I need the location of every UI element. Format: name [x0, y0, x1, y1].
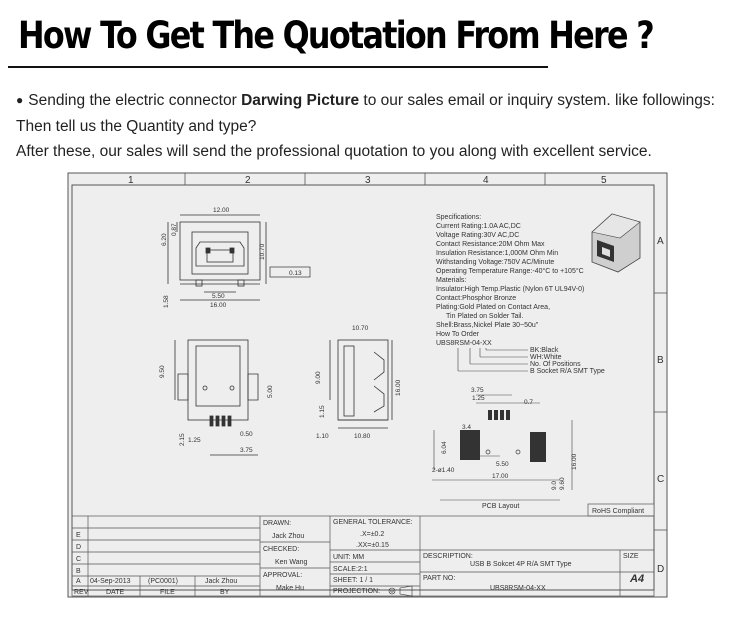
- dim-label: 3.75: [240, 447, 253, 454]
- dim-label: 2.15: [179, 433, 186, 446]
- spec-line: UBS8RSM-04-XX: [436, 340, 492, 347]
- dim-label: 16.00: [571, 453, 578, 470]
- file-header: FILE: [160, 589, 175, 596]
- dim-label: 5.00: [267, 385, 274, 398]
- intro-line-3: After these, our sales will send the professional quotation to you along with excellent service.: [16, 143, 652, 160]
- sheet: SHEET: 1 / 1: [333, 577, 374, 584]
- row-label: C: [657, 474, 665, 485]
- dim-label: 12.00: [213, 207, 230, 214]
- description-label: DESCRIPTION:: [423, 553, 473, 560]
- dim-label: 0.13: [289, 270, 302, 277]
- dim-label: 1.25: [472, 395, 485, 402]
- dim-label: 2-ø1.40: [432, 467, 455, 474]
- scale: SCALE:2:1: [333, 566, 368, 573]
- part-label: PART NO:: [423, 575, 456, 582]
- checked-label: CHECKED:: [263, 546, 300, 553]
- dim-label: 10.70: [352, 325, 369, 332]
- tolerance-label: GENERAL TOLERANCE:: [333, 519, 413, 526]
- part-value: UBS8RSM-04-XX: [490, 585, 546, 592]
- rev-row: C: [76, 556, 82, 563]
- rev-row: B: [76, 568, 81, 575]
- intro-line-1-pre: Sending the electric connector: [28, 92, 237, 109]
- projection-label: PROJECTION:: [333, 588, 381, 595]
- col-label: 1: [128, 175, 134, 186]
- size-value: A4: [630, 573, 645, 585]
- intro-highlight: Darwing Picture: [241, 92, 360, 109]
- bullet-icon: ●: [16, 93, 24, 107]
- description-value: USB B Sokcet 4P R/A SMT Type: [470, 561, 572, 568]
- checked-value: Ken Wang: [275, 559, 308, 566]
- tolerance-1: .X=±0.2: [360, 531, 385, 538]
- pcb-layout-label: PCB Layout: [482, 503, 520, 510]
- spec-line: Specifications:: [436, 214, 482, 221]
- col-label: 2: [245, 175, 251, 186]
- rev-row: A: [76, 578, 81, 585]
- col-label: 4: [483, 175, 489, 186]
- rev-row: E: [76, 532, 81, 539]
- unit: UNIT: MM: [333, 554, 365, 561]
- col-label: 3: [365, 175, 371, 186]
- dim-label: 1.15: [319, 405, 326, 418]
- row-label: D: [657, 564, 665, 575]
- rev-a-by: Jack Zhou: [205, 578, 238, 585]
- dim-label: 3.75: [471, 387, 484, 394]
- dim-label: 16.00: [395, 379, 402, 396]
- rohs-label: RoHS Compliant: [592, 508, 645, 515]
- size-label: SIZE: [623, 553, 639, 560]
- intro-line-2: Then tell us the Quantity and type?: [16, 118, 257, 135]
- row-label: B: [657, 355, 664, 366]
- page-title: How To Get The Quotation From Here ?: [18, 14, 653, 57]
- dim-label: 9.00: [315, 371, 322, 384]
- intro-line-1-post: to our sales email or inquiry system. like followings:: [363, 92, 715, 109]
- by-header: BY: [220, 589, 230, 596]
- rev-a-file: (PC0001): [148, 578, 178, 585]
- spec-line: Materials:: [436, 277, 467, 284]
- tolerance-2: .XX=±0.15: [356, 542, 389, 549]
- dim-label: 9.0: [551, 480, 558, 490]
- approval-value: Make Hu: [276, 585, 305, 592]
- dim-label: 3.4: [462, 424, 472, 431]
- order-code: No. Of Positions: [530, 361, 581, 368]
- spec-line: Withstanding Voltage:750V AC/Minute: [436, 259, 555, 266]
- dim-label: 1.58: [163, 295, 170, 308]
- row-label: A: [657, 236, 664, 247]
- spec-line: Insulation Resistance:1,000M Ohm Min: [436, 250, 559, 257]
- dim-label: 6.04: [441, 441, 448, 454]
- dim-label: 10.80: [354, 433, 371, 440]
- spec-line: Current Rating:1.0A AC,DC: [436, 223, 521, 230]
- spec-line: How To Order: [436, 331, 480, 338]
- dim-label: 9.60: [559, 477, 566, 490]
- dim-label: 10.70: [259, 243, 266, 260]
- approval-label: APPROVAL:: [263, 572, 303, 579]
- dim-label: 9.50: [159, 365, 166, 378]
- spec-line: Operating Temperature Range:-40°C to +105°C: [436, 268, 584, 275]
- dim-label: 0.50: [240, 431, 253, 438]
- rev-row: D: [76, 544, 82, 551]
- dim-label: 17.00: [492, 473, 509, 480]
- spec-line: Contact Resistance:20M Ohm Max: [436, 241, 545, 248]
- dim-label: 0.7: [524, 399, 534, 406]
- spec-line: Shell:Brass,Nickel Plate 30~50u": [436, 322, 539, 329]
- spec-line: Tin Plated on Solder Tail.: [446, 313, 524, 320]
- dim-label: 6.20: [161, 233, 168, 246]
- dim-label: 1.10: [316, 433, 329, 440]
- rev-a-date: 04-Sep-2013: [90, 578, 131, 585]
- dim-label: 5.50: [212, 293, 225, 300]
- date-header: DATE: [106, 589, 125, 596]
- dim-label: 16.00: [210, 302, 227, 309]
- spec-line: Plating:Gold Plated on Contact Area,: [436, 304, 551, 311]
- order-code: WH:White: [530, 354, 562, 361]
- col-label: 5: [601, 175, 607, 186]
- rev-header: REV: [74, 589, 89, 596]
- order-code: BK:Black: [530, 347, 559, 354]
- dim-label: 1.25: [188, 437, 201, 444]
- dim-label: 5.50: [496, 461, 509, 468]
- spec-line: Voltage Rating:30V AC,DC: [436, 232, 520, 239]
- spec-line: Contact:Phosphor Bronze: [436, 295, 517, 302]
- spec-line: Insulator:High Temp.Plastic (Nylon 6T UL94V-0): [436, 286, 585, 293]
- drawn-label: DRAWN:: [263, 520, 292, 527]
- dim-label: 0.87: [171, 223, 178, 236]
- order-code: B Socket R/A SMT Type: [530, 368, 605, 375]
- drawn-value: Jack Zhou: [272, 533, 305, 540]
